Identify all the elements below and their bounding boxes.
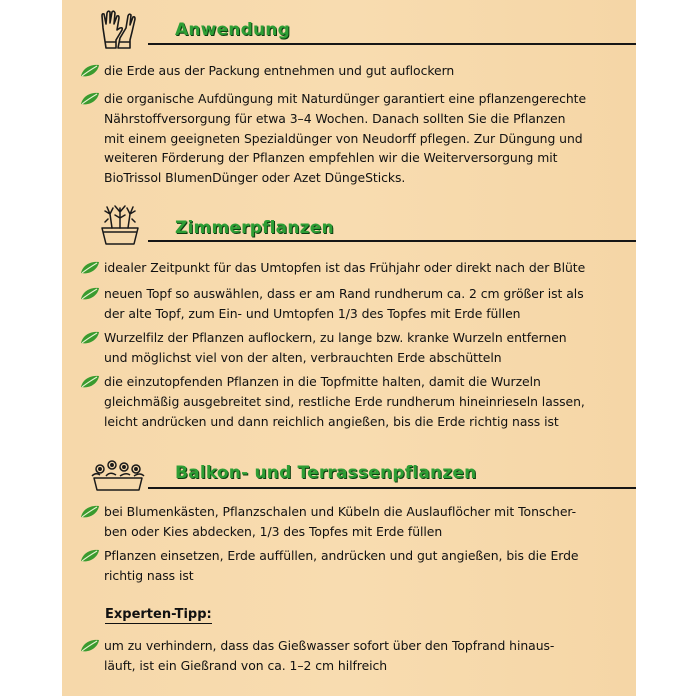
- flower-box-icon: [88, 458, 148, 492]
- gloves-icon: [98, 8, 138, 52]
- leaf-bullet-icon: [80, 92, 100, 106]
- leaf-bullet-icon: [80, 261, 100, 275]
- leaf-bullet-icon: [80, 287, 100, 301]
- section-title: Balkon- und Terrassenpflanzen: [175, 463, 477, 483]
- leaf-bullet-icon: [80, 331, 100, 345]
- section-title: Anwendung: [175, 20, 290, 40]
- list-item: die organische Aufdüngung mit Naturdünger garantiert eine pflanzengerechte Nährstoffversorgung für etwa 3–4 Wochen. Danach sollten Sie die Pflanzen mit einem geeigneten Spezialdünger von Neudorff pflegen. Zur Düngung und weiteren Förderung der Pflanzen empfehlen wir die Weiterversorgung mit BioTrissol BlumenDünger oder Azet DüngeSticks.: [80, 89, 632, 188]
- list-item: neuen Topf so auswählen, dass er am Rand rundherum ca. 2 cm größer ist als der alte Topf, zum Ein- und Umtopfen 1/3 des Topfes mit Erde füllen: [80, 284, 632, 324]
- expert-tip-title: Experten-Tipp:: [105, 607, 212, 622]
- list-item: die Erde aus der Packung entnehmen und gut auflockern: [80, 61, 632, 81]
- list-item: Pflanzen einsetzen, Erde auffüllen, andrücken und gut angießen, bis die Erde richtig nass ist: [80, 546, 632, 586]
- divider: [148, 487, 636, 489]
- list-item: idealer Zeitpunkt für das Umtopfen ist das Frühjahr oder direkt nach der Blüte: [80, 258, 632, 278]
- list-item: die einzutopfenden Pflanzen in die Topfmitte halten, damit die Wurzeln gleichmäßig ausgebreitet sind, restliche Erde rundherum hineinrieseln lassen, leicht andrücken und dann reichlich angießen, bis die Erde richtig nass ist: [80, 372, 632, 431]
- potted-plant-icon: [98, 202, 142, 246]
- leaf-bullet-icon: [80, 549, 100, 563]
- product-info-panel: [62, 0, 636, 696]
- list-item: Wurzelfilz der Pflanzen auflockern, zu lange bzw. kranke Wurzeln entfernen und möglichst viel von der alten, verbrauchten Erde abschütteln: [80, 328, 632, 368]
- leaf-bullet-icon: [80, 639, 100, 653]
- list-item: um zu verhindern, dass das Gießwasser sofort über den Topfrand hinaus- läuft, ist ein Gießrand von ca. 1–2 cm hilfreich: [80, 636, 632, 676]
- list-item: bei Blumenkästen, Pflanzschalen und Kübeln die Auslauflöcher mit Tonscher- ben oder Kies abdecken, 1/3 des Topfes mit Erde füllen: [80, 502, 632, 542]
- leaf-bullet-icon: [80, 505, 100, 519]
- divider: [148, 43, 636, 45]
- leaf-bullet-icon: [80, 64, 100, 78]
- leaf-bullet-icon: [80, 375, 100, 389]
- section-title: Zimmerpflanzen: [175, 218, 334, 238]
- divider: [148, 240, 636, 242]
